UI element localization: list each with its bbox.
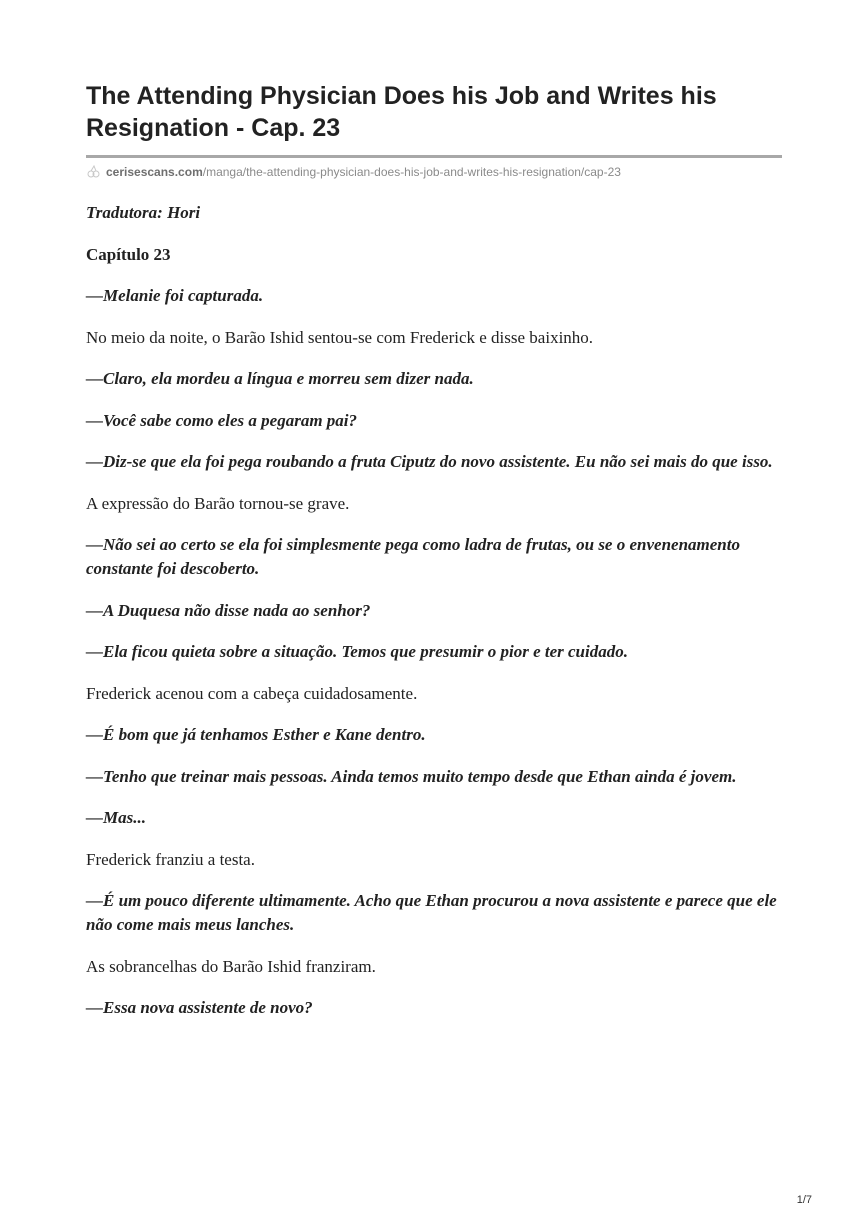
- paragraph: —É bom que já tenhamos Esther e Kane dentro.: [86, 725, 426, 744]
- paragraph: —Ela ficou quieta sobre a situação. Temos que presumir o pior e ter cuidado.: [86, 642, 628, 661]
- paragraph: —Tenho que treinar mais pessoas. Ainda temos muito tempo desde que Ethan ainda é jovem.: [86, 766, 737, 786]
- favicon-icon: [86, 165, 100, 179]
- paragraph: —Melanie foi capturada.: [86, 286, 264, 305]
- paragraph: No meio da noite, o Barão Ishid sentou-se com Frederick e disse baixinho.: [86, 327, 594, 347]
- source-url[interactable]: [86, 165, 782, 179]
- paragraph: —É um pouco diferente ultimamente. Acho que Ethan procurou a nova assistente e parece que ele não come mais meus lanches.: [86, 891, 777, 934]
- page-title: The Attending Physician Does his Job and Writes his Resignation - Cap. 23: [86, 82, 717, 142]
- paragraph: —Essa nova assistente de novo?: [86, 998, 313, 1017]
- paragraph: —A Duquesa não disse nada ao senhor?: [86, 600, 371, 620]
- paragraph: —Mas...: [86, 808, 146, 827]
- paragraph: As sobrancelhas do Barão Ishid franziram.: [86, 956, 376, 976]
- paragraph: Frederick acenou com a cabeça cuidadosamente.: [86, 683, 418, 703]
- chapter-text: [86, 201, 782, 1020]
- paragraph: —Diz-se que ela foi pega roubando a fruta Ciputz do novo assistente. Eu não sei mais do que isso.: [86, 452, 773, 471]
- document-page: [86, 80, 782, 1038]
- source-path[interactable]: /manga/the-attending-physician-does-his-job-and-writes-his-resignation/cap-23: [202, 165, 621, 179]
- paragraph: —Não sei ao certo se ela foi simplesmente pega como ladra de frutas, ou se o envenenamento constante foi descoberto.: [86, 535, 740, 578]
- paragraph: —Você sabe como eles a pegaram pai?: [86, 410, 358, 430]
- title-divider: [86, 155, 782, 158]
- source-domain[interactable]: cerisescans.com: [106, 165, 203, 179]
- page-number: 1/7: [796, 1194, 812, 1206]
- paragraph: Frederick franziu a testa.: [86, 849, 255, 869]
- paragraph: Tradutora: Hori: [86, 203, 201, 222]
- paragraph: —Claro, ela mordeu a língua e morreu sem dizer nada.: [86, 369, 474, 388]
- paragraph: Capítulo 23: [86, 244, 171, 264]
- paragraph: A expressão do Barão tornou-se grave.: [86, 493, 350, 513]
